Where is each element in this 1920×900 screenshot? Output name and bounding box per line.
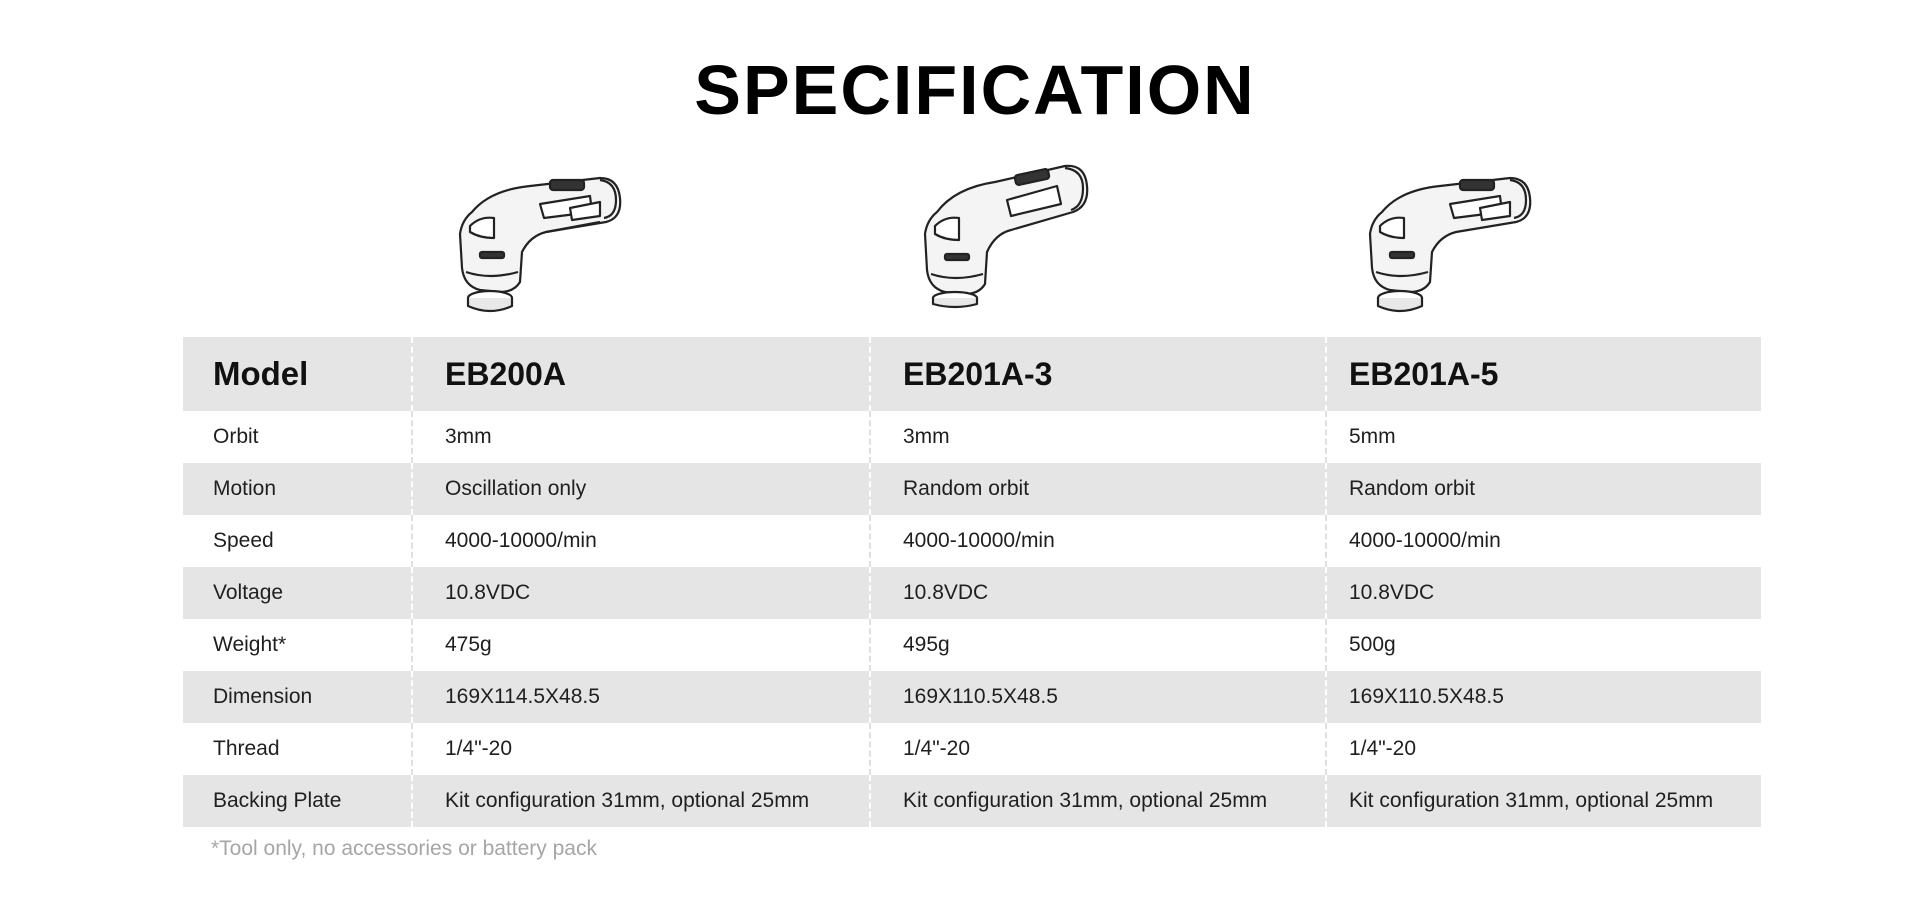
row-label: Motion [213,477,277,500]
row-label: Thread [213,737,280,760]
table-cell: 5mm [1349,425,1396,448]
footnote: *Tool only, no accessories or battery pack [211,837,597,860]
row-label: Weight* [213,633,287,656]
table-cell: 4000-10000/min [903,529,1055,552]
header-label: Model [213,355,309,392]
table-cell: 10.8VDC [903,581,989,604]
table-row [183,671,1761,723]
table-cell: 169X110.5X48.5 [903,685,1058,708]
table-cell: 4000-10000/min [1349,529,1501,552]
table-cell: 10.8VDC [1349,581,1435,604]
row-label: Dimension [213,685,313,708]
row-label: Voltage [213,581,284,604]
product-image-eb201a-3 [915,160,1105,310]
row-label: Orbit [213,425,259,448]
table-row [183,775,1761,827]
table-cell: Random orbit [1349,477,1476,500]
product-image-eb201a-5 [1360,172,1550,322]
table-row [183,515,1761,567]
spec-table [183,337,1761,827]
power-tool-sander-icon [1360,172,1550,322]
table-header-row [183,337,1761,411]
table-cell: 3mm [445,425,492,448]
table-row [183,567,1761,619]
page-title: SPECIFICATION [694,51,1256,129]
table-cell: 10.8VDC [445,581,531,604]
table-cell: 169X114.5X48.5 [445,685,600,708]
table-cell: 1/4"-20 [903,737,970,760]
power-tool-sander-icon [915,160,1105,310]
table-cell: 475g [445,633,492,656]
table-row [183,411,1761,463]
row-label: Backing Plate [213,789,342,812]
table-cell: Kit configuration 31mm, optional 25mm [1349,789,1714,812]
model-name: EB201A-3 [903,355,1053,392]
table-row [183,723,1761,775]
row-label: Speed [213,529,274,552]
table-row [183,463,1761,515]
table-cell: 500g [1349,633,1396,656]
table-cell: Random orbit [903,477,1030,500]
table-cell: Kit configuration 31mm, optional 25mm [445,789,810,812]
table-cell: 3mm [903,425,950,448]
table-cell: Kit configuration 31mm, optional 25mm [903,789,1268,812]
table-cell: 495g [903,633,950,656]
model-name: EB200A [445,355,566,392]
table-cell: Oscillation only [445,477,587,500]
product-image-eb200a [450,172,640,322]
power-tool-sander-icon [450,172,640,322]
table-row [183,619,1761,671]
model-name: EB201A-5 [1349,355,1499,392]
table-cell: 4000-10000/min [445,529,597,552]
table-cell: 1/4"-20 [1349,737,1416,760]
table-cell: 169X110.5X48.5 [1349,685,1504,708]
table-cell: 1/4"-20 [445,737,512,760]
